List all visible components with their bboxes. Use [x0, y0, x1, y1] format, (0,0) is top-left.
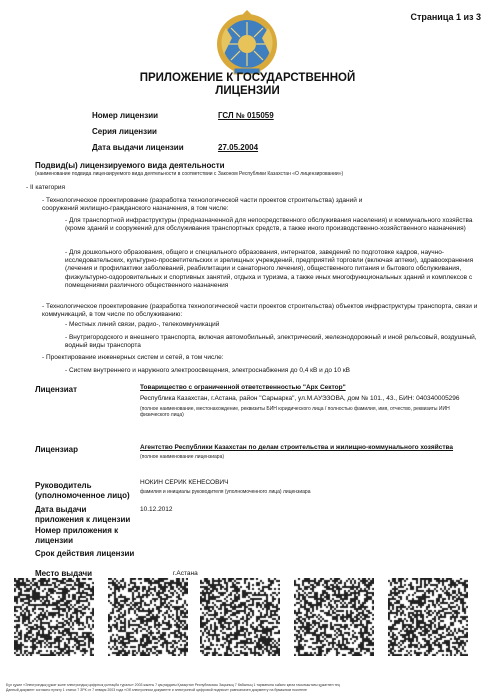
barcode-3 — [200, 578, 280, 656]
barcode-4 — [294, 578, 374, 656]
place-value: г.Астана — [173, 570, 198, 577]
head-note: фамилия и инициалы руководителя (уполномоченного лица) лицензиара — [140, 489, 311, 496]
footer-line-2: Данный документ согласно пункту 1 статьи 7 ЗРК от 7 января 2003 года «Об электронном документе и электронной цифровой подписи» равнозначен документу на бумажном носителе — [6, 687, 307, 692]
appendix-date-label: Дата выдачи приложения к лицензии — [35, 505, 131, 524]
activity-2-sub-1: - Местных линий связи, радио-, телекоммуникаций — [65, 321, 220, 328]
kazakhstan-emblem-icon — [212, 10, 282, 78]
head-label: Руководитель (уполномоченное лицо) — [35, 481, 130, 500]
licensee-name: Товарищество с ограниченной ответственностью "Арх Сектор" — [140, 384, 346, 391]
category: - II категория — [26, 184, 65, 191]
barcode-2 — [108, 578, 188, 656]
subtypes-note: (наименование подвида лицензируемого вида деятельности в соответствии с Законом Республики Казахстан «О лицензировании») — [35, 171, 344, 177]
activity-1-sub-2: - Для дошкольного образования, общего и специального образования, интернатов, заведений по подготовке кадров, научно-исследовательских, культурно-просветительских и зрелищных учреждений, предприятий торговли (включая аптеки), здравоохранения (лечения и профилактики заболеваний, реабилитации и санаторного лечения), общественного питания и бытового обслуживания, физкультурно-оздоровительных и спортивных занятий, отдыха и туризма, а также иных многофункциональных зданий и комплексов с помещениями различного общественного назначения — [65, 249, 474, 289]
licensee-label: Лицензиат — [35, 385, 77, 394]
activity-3-sub-1: - Систем внутреннего и наружного электроосвещения, электроснабжения до 0,4 кВ и до 10 кВ — [65, 367, 351, 374]
licensee-address: Республика Казахстан, г.Астана, район "Сарыарка", ул.М.АУЭЗОВА, дом № 101., 43., БИН: 040340005296 — [140, 395, 460, 403]
licensor-name: Агентство Республики Казахстан по делам строительства и жилищно-коммунального хозяйства — [140, 444, 454, 451]
licensee-block — [140, 384, 480, 418]
appendix-date-value: 10.12.2012 — [140, 506, 173, 513]
issue-date-label: Дата выдачи лицензии — [92, 143, 184, 152]
footer — [6, 683, 489, 692]
barcode-1 — [14, 578, 94, 656]
barcode-5 — [388, 578, 468, 656]
appendix-number-label: Номер приложения к лицензии — [35, 526, 119, 545]
place-label: Место выдачи — [35, 569, 93, 578]
activity-3: - Проектирование инженерных систем и сетей, в том числе: — [42, 354, 224, 361]
head-name: НОКИН СЕРИК КЕНЕСОВИЧ — [140, 479, 229, 486]
licensor-note: (полное наименование лицензиара) — [140, 454, 225, 461]
footer-line-1: Бұл құжат «Электрондық құжат және электрондық цифрлық қолтаңба туралы» 2003 жылғы 7 қаңтардағы Қазақстан Республикасы Заңының 7 бабының 1 тармағына сәйкес қағаз тасығыштағы құжатпен тең — [6, 683, 340, 687]
activity-2-sub-2: - Внутригородского и внешнего транспорта, включая автомобильный, электрический, железнодорожный и иной рельсовый, воздушный, водный виды транспорта — [65, 334, 477, 350]
document-title: ПРИЛОЖЕНИЕ К ГОСУДАРСТВЕННОЙ ЛИЦЕНЗИИ — [139, 72, 356, 97]
license-series-label: Серия лицензии — [92, 127, 157, 136]
activity-1-sub-1: - Для транспортной инфраструктуры (предназначенной для непосредственного обслуживания населения) и коммунального хозяйства (кроме зданий и сооружений для обслуживания транспортных средств, а также иного производственно-хозяйственного назначения) — [65, 217, 473, 233]
issue-date-value: 27.05.2004 — [218, 143, 259, 152]
licensee-note: (полное наименование, местонахождение, реквизиты БИН юридического лица / полностью фамилия, имя, отчество, реквизиты ИИН физического лица) — [140, 406, 450, 419]
validity-label: Срок действия лицензии — [35, 549, 135, 558]
page-number: Страница 1 из 3 — [410, 12, 481, 22]
license-number-label: Номер лицензии — [92, 111, 159, 120]
head-block — [140, 479, 480, 495]
subtypes-heading: Подвид(ы) лицензируемого вида деятельности — [35, 161, 225, 170]
license-number-value: ГСЛ № 015059 — [218, 111, 274, 120]
licensor-label: Лицензиар — [35, 445, 78, 454]
activity-1: - Технологическое проектирование (разработка технологической части проектов строительства) зданий и сооружений жилищно-гражданского назначения, в том числе: — [42, 197, 363, 213]
licensor-block — [140, 444, 480, 460]
activity-2: - Технологическое проектирование (разработка технологической части проектов строительства) объектов инфраструктуры транспорта, связи и коммуникаций, в том числе по обслуживанию: — [42, 303, 478, 319]
